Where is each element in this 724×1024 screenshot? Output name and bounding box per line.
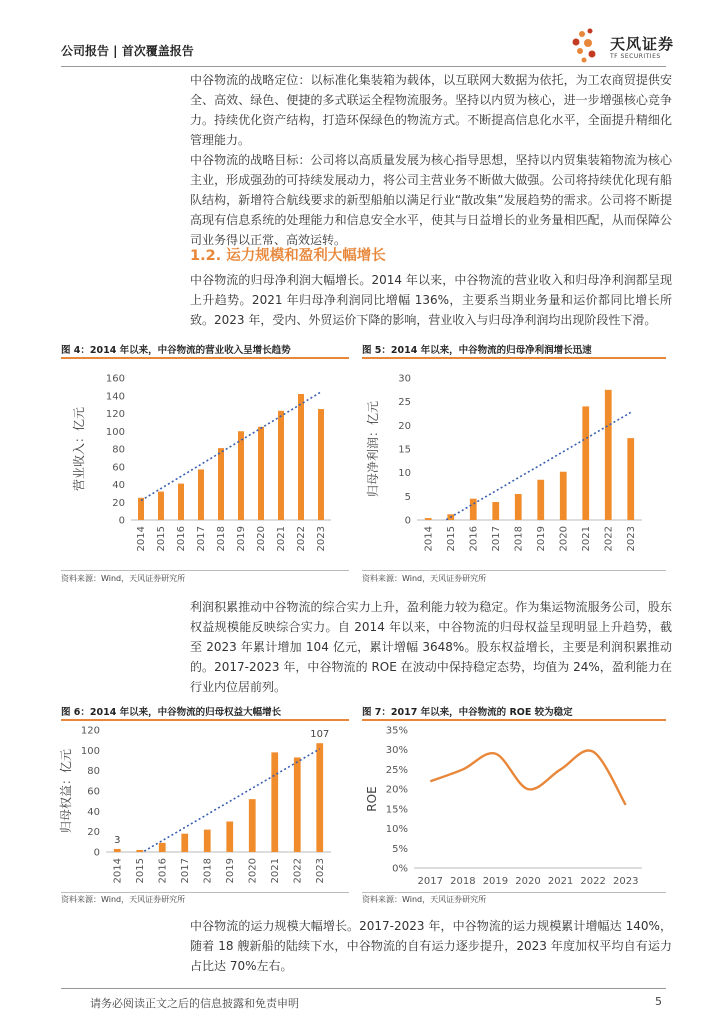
bar	[537, 480, 544, 520]
y-tick-label: 80	[112, 444, 125, 456]
y-tick-label: 40	[112, 480, 125, 491]
y-tick-label: 10	[398, 468, 411, 480]
y-tick-label: 5	[404, 491, 411, 503]
x-tick-label: 2022	[580, 876, 606, 887]
bar	[470, 499, 477, 520]
bar	[226, 822, 233, 853]
y-tick-label: 20	[87, 827, 100, 839]
x-tick-label: 2017	[179, 858, 191, 884]
x-tick-label: 2020	[558, 526, 570, 552]
x-tick-label: 2022	[292, 858, 304, 884]
x-tick-label: 2018	[450, 876, 476, 887]
y-tick-label: 0	[118, 515, 125, 527]
paragraph-strategy-positioning: 中谷物流的战略定位：以标准化集装箱为载体，以互联网大数据为依托，为工农商贸提供安全、高效、绿色、便捷的多式联运全程物流服务。坚持以内贸为核心，进一步增强核心竞争力。持续优化资产结构，打造环保绿色的物流方式。不断提高信息化水平，全面提升精细化管理能力。	[190, 73, 672, 147]
paragraph-capacity-growth: 中谷物流的运力规模大幅增长。2017-2023 年，中谷物流的运力规模累计增幅达 140%，随着 18 艘新船的陆续下水，中谷物流的自有运力逐步提升，2023 年度加权平均自有运力占比达 70%左右。	[190, 919, 672, 973]
y-tick-label: 80	[87, 766, 100, 778]
x-tick-label: 2019	[224, 858, 236, 884]
bar	[582, 406, 589, 520]
x-tick-label: 2020	[256, 526, 267, 552]
x-tick-label: 2015	[445, 526, 457, 552]
figure-7-title: 图 7：2017 年以来，中谷物流的 ROE 较为稳定	[362, 707, 573, 718]
bar	[278, 411, 284, 520]
section-title: 1.2. 运力规模和盈利大幅增长	[190, 248, 386, 264]
y-tick-label: 100	[105, 426, 125, 438]
figure-5-bottom-rule	[362, 570, 666, 571]
paragraph-equity-roe: 利润积累推动中谷物流的综合实力上升，盈利能力较为稳定。作为集运物流服务公司，股东权益规模能反映综合实力。自 2014 年以来，中谷物流的归母权益呈现明显上升趋势，截至 2023 年累计增加 104 亿元，累计增幅 3648%。股东权益增长，主要是利润积累推动的。2017-2023 年，中谷物流的 ROE 在波动中保持稳定态势，均值为 24%，盈利能力在行业内位居前列。	[190, 600, 672, 694]
x-tick-label: 2017	[490, 526, 502, 552]
bar	[181, 834, 188, 852]
bar	[138, 498, 144, 520]
y-tick-label: 30	[398, 373, 411, 385]
bar	[294, 757, 301, 852]
figure-7-source: 资料来源：Wind，天风证券研究所	[362, 895, 487, 904]
x-tick-label: 2014	[423, 526, 435, 552]
x-tick-label: 2017	[417, 876, 444, 887]
bar	[316, 743, 323, 852]
paragraph-strategy-goal: 中谷物流的战略目标：公司将以高质量发展为核心指导思想，坚持以内贸集装箱物流为核心主业，形成强劲的可持续发展动力，将公司主营业务不断做大做强。公司将持续优化现有船队结构，新增符合航线要求的新型船舶以满足行业“散改集”发展趋势的需求。公司将不断提高现有信息系统的处理能力和信息安全水平，使其与日益增长的业务量相匹配，从而保障公司业务得以正常、高效运转。	[190, 153, 672, 247]
y-tick-label: 35%	[385, 725, 408, 737]
y-axis-label: 归母权益：亿元	[59, 748, 73, 834]
bar	[178, 484, 184, 520]
y-tick-label: 140	[105, 391, 125, 403]
x-tick-label: 2020	[515, 876, 541, 887]
footer-disclaimer: 请务必阅读正文之后的信息披露和免责申明	[90, 997, 299, 1010]
report-type-label: 公司报告 | 首次覆盖报告	[61, 44, 194, 58]
figure-4-source: 资料来源：Wind，天风证券研究所	[61, 574, 186, 583]
figure-7-chart	[362, 720, 666, 892]
y-tick-label: 160	[105, 373, 125, 385]
footer-divider	[61, 988, 666, 989]
company-logo	[568, 26, 608, 66]
figure-7-bottom-rule	[362, 892, 666, 893]
bar	[218, 448, 224, 520]
y-tick-label: 40	[87, 806, 100, 818]
x-tick-label: 2019	[236, 526, 247, 552]
bar	[605, 390, 612, 520]
x-tick-label: 2015	[156, 526, 167, 552]
bar	[198, 469, 204, 520]
x-tick-label: 2016	[157, 858, 169, 884]
x-tick-label: 2019	[535, 526, 547, 552]
x-tick-label: 2014	[136, 526, 147, 552]
bar	[158, 492, 164, 520]
x-tick-label: 2021	[269, 858, 281, 884]
y-tick-label: 15%	[385, 804, 408, 816]
y-tick-label: 0%	[392, 863, 408, 875]
x-tick-label: 2016	[176, 526, 187, 552]
x-tick-label: 2023	[314, 858, 326, 884]
logo-text-cn: 天风证券	[610, 35, 675, 53]
x-tick-label: 2022	[603, 526, 615, 552]
x-tick-label: 2023	[316, 526, 327, 552]
figure-4-chart	[61, 362, 349, 570]
x-tick-label: 2018	[216, 526, 227, 552]
x-tick-label: 2018	[513, 526, 525, 552]
y-tick-label: 10%	[385, 824, 408, 836]
data-label: 107	[310, 729, 330, 741]
y-tick-label: 25%	[385, 764, 408, 776]
trend-line	[141, 392, 321, 501]
figure-5-chart	[362, 362, 666, 570]
y-axis-label: ROE	[365, 786, 379, 812]
x-tick-label: 2021	[276, 526, 287, 552]
y-tick-label: 60	[87, 786, 100, 798]
bar	[425, 518, 432, 520]
paragraph-profit-growth: 中谷物流的归母净利润大幅增长。2014 年以来，中谷物流的营业收入和归母净利润都呈现上升趋势。2021 年归母净利润同比增幅 136%，主要系当期业务量和运价都同比增长所致。2023 年，受内、外贸运价下降的影响，营业收入与归母净利润均出现阶段性下滑。	[190, 273, 672, 327]
roe-series-line	[430, 750, 625, 804]
bar	[492, 502, 499, 520]
x-tick-label: 2014	[112, 858, 124, 884]
page-number: 5	[655, 995, 662, 1008]
x-tick-label: 2023	[612, 876, 639, 887]
figure-5-source: 资料来源：Wind，天风证券研究所	[362, 574, 487, 583]
x-tick-label: 2021	[547, 876, 574, 887]
figure-4-bottom-rule	[61, 570, 349, 571]
bar	[238, 431, 244, 520]
x-tick-label: 2023	[625, 526, 637, 552]
y-tick-label: 20	[398, 420, 411, 432]
bar	[159, 843, 166, 852]
bar	[515, 494, 522, 520]
bar	[114, 849, 121, 852]
y-axis-label: 归母净利润：亿元	[366, 400, 380, 498]
y-tick-label: 120	[80, 725, 100, 737]
y-tick-label: 15	[398, 444, 411, 456]
figure-5-title: 图 5：2014 年以来，中谷物流的归母净利润增长迅速	[362, 345, 592, 356]
figure-5-top-rule	[362, 357, 666, 359]
bar	[318, 409, 324, 520]
figure-6-source: 资料来源：Wind，天风证券研究所	[61, 895, 186, 904]
y-tick-label: 5%	[392, 843, 408, 855]
bar	[136, 850, 143, 852]
y-tick-label: 20%	[385, 784, 408, 796]
y-tick-label: 20	[112, 497, 125, 509]
figure-6-bottom-rule	[61, 892, 349, 893]
logo-text-en: TF SECURITIES	[610, 53, 661, 60]
y-tick-label: 25	[398, 397, 411, 409]
x-tick-label: 2019	[482, 876, 509, 887]
bar	[258, 427, 264, 520]
y-tick-label: 60	[112, 462, 125, 474]
data-label: 3	[114, 834, 121, 846]
x-tick-label: 2020	[247, 858, 259, 884]
figure-6-title: 图 6：2014 年以来，中谷物流的归母权益大幅增长	[61, 707, 282, 718]
x-tick-label: 2016	[468, 526, 480, 552]
bar	[560, 472, 567, 520]
figure-4-title: 图 4：2014 年以来，中谷物流的营业收入呈增长趋势	[61, 345, 291, 356]
x-tick-label: 2022	[296, 526, 307, 552]
x-tick-label: 2015	[134, 858, 146, 884]
y-tick-label: 120	[105, 409, 125, 420]
bar	[271, 752, 278, 852]
bar	[298, 394, 304, 520]
y-axis-label: 营业收入：亿元	[72, 406, 86, 492]
y-tick-label: 30%	[385, 745, 408, 757]
figure-4-top-rule	[61, 357, 349, 359]
y-tick-label: 0	[404, 515, 411, 527]
header-divider	[61, 66, 666, 67]
bar	[627, 438, 634, 520]
y-tick-label: 100	[80, 745, 100, 757]
x-tick-label: 2021	[580, 526, 592, 552]
bar	[249, 799, 256, 852]
x-tick-label: 2017	[196, 526, 207, 552]
x-tick-label: 2018	[202, 858, 214, 884]
bar	[204, 830, 211, 852]
y-tick-label: 0	[93, 847, 100, 859]
figure-6-chart	[61, 720, 349, 892]
